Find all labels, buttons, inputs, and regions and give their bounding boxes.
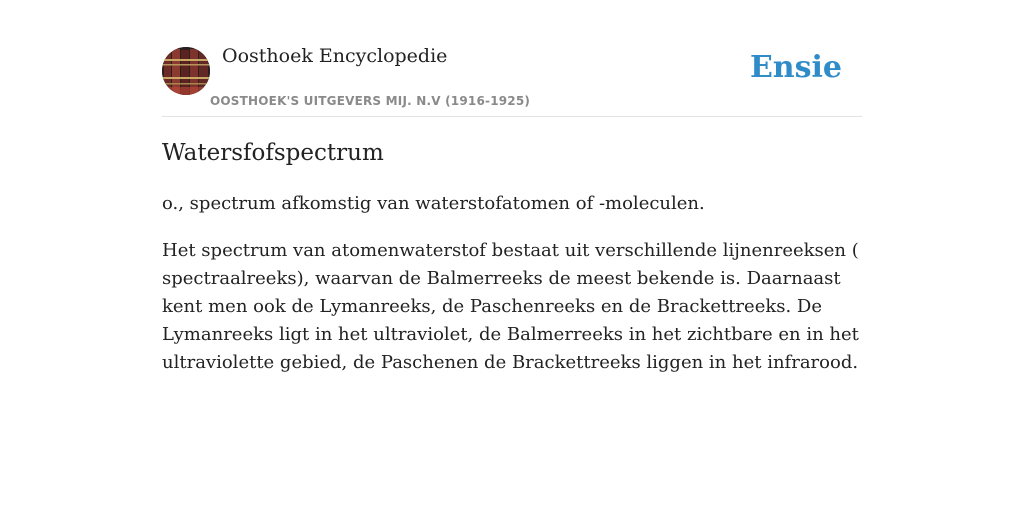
publisher-subtitle: OOSTHOEK'S UITGEVERS MIJ. N.V (1916-1925): [210, 94, 531, 108]
article-body: [162, 190, 862, 396]
encyclopedia-books-avatar[interactable]: [162, 47, 210, 95]
article-title: Watersfofspectrum: [162, 140, 384, 166]
source-title[interactable]: Oosthoek Encyclopedie: [222, 45, 448, 67]
brand-logo-link[interactable]: Ensie: [749, 50, 842, 85]
books-icon: [162, 47, 210, 95]
source-header: [162, 0, 862, 117]
page: [162, 0, 862, 373]
article-paragraph-definition: o., spectrum afkomstig van waterstofatomen of -moleculen.: [162, 193, 705, 214]
article-paragraph-description: Het spectrum van atomenwaterstof bestaat uit verschillende lijnenreeksen ( spectraalreeks), waarvan de Balmerreeks de meest bekende is. Daarnaast kent men ook de Lymanreeks, de Paschenreeks en de Brackettreeks. De Lymanreeks ligt in het ultraviolet, de Balmerreeks in het zichtbare en in het ultraviolette gebied, de Paschenen de Brackettreeks liggen in het infrarood.: [162, 240, 859, 373]
